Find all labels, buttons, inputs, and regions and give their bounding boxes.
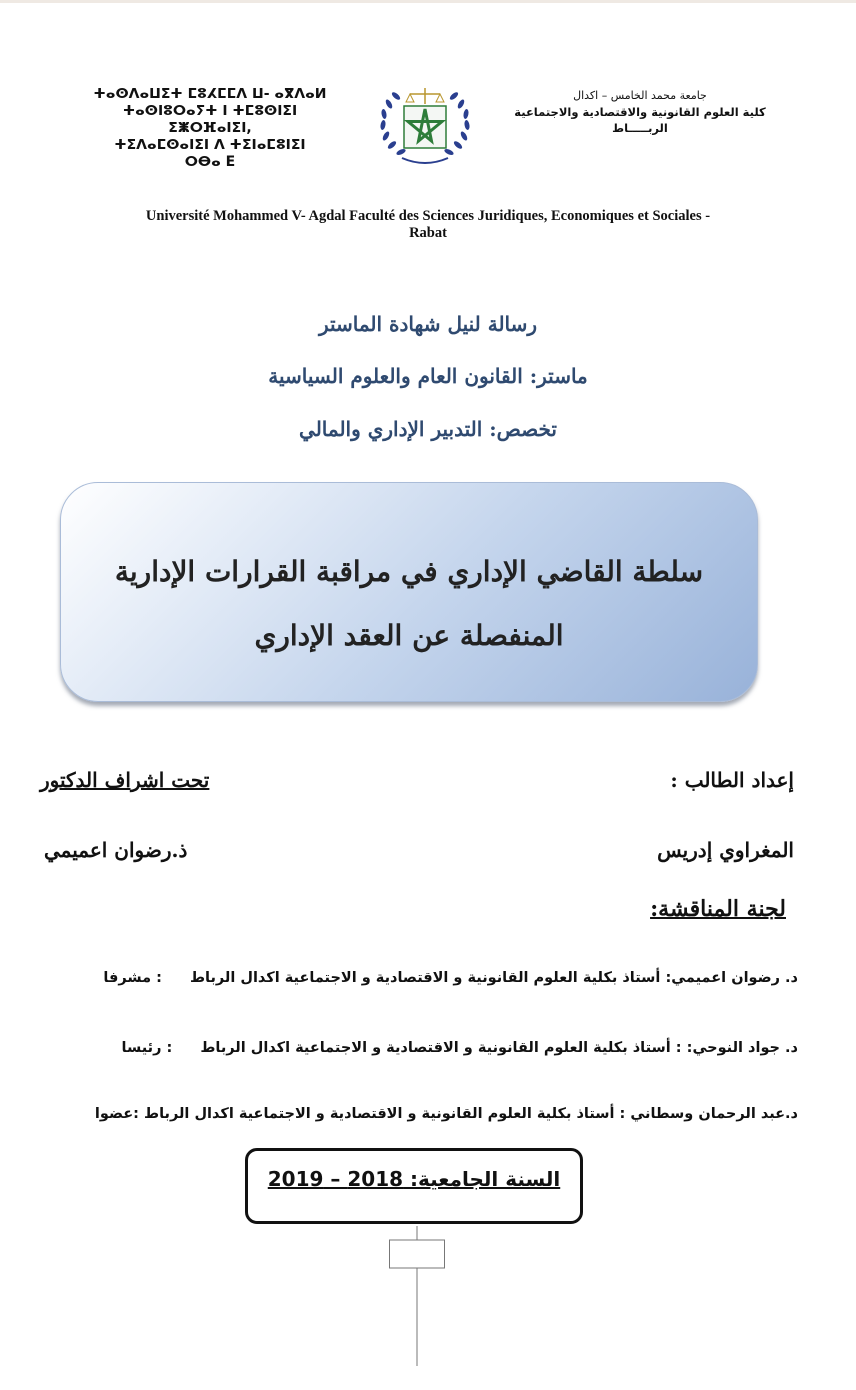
supervisor-name: ذ.رضوان اعميمي (44, 838, 188, 862)
university-emblem-logo (372, 78, 478, 170)
member-name: د.عبد الرحمان وسطاني : أستاذ بكلية العلوم القانونية و الاقتصادية و الاجتماعية اكدال الرباط :عضوا (94, 1106, 798, 1122)
member-name: د. جواد النوحي: : أستاذ بكلية العلوم القانونية و الاقتصادية و الاجتماعية اكدال الرباط (200, 1040, 798, 1056)
french-header-line: Rabat (409, 225, 447, 241)
tifinagh-line: ⵔⴱⴰ E (184, 154, 236, 170)
committee-member (18, 1106, 798, 1122)
university-name-french (40, 208, 816, 242)
specialization: تخصص: التدبير الإداري والمالي (299, 417, 557, 441)
member-role: : رئيسا (121, 1040, 173, 1056)
thesis-degree: رسالة لنيل شهادة الماستر (318, 312, 538, 336)
member-role: : مشرفا (103, 970, 162, 986)
university-name-tifinagh (60, 86, 360, 171)
academic-year-box (245, 1148, 583, 1224)
green-star-icon (404, 106, 446, 148)
committee-member (18, 1040, 798, 1056)
member-name: د. رضوان اعميمي: أستاذ بكلية العلوم القانونية و الاقتصادية و الاجتماعية اكدال الرباط (189, 970, 798, 986)
master-program: ماستر: القانون العام والعلوم السياسية (268, 364, 588, 388)
student-label: إعداد الطالب : (670, 768, 794, 792)
page-top-border (0, 0, 856, 3)
thesis-title-box (60, 482, 758, 702)
thesis-title-line-1: سلطة القاضي الإداري في مراقبة القرارات الإدارية (114, 555, 704, 588)
arabic-header-line: الربـــــاط (612, 121, 668, 135)
arabic-header-line: كلية العلوم القانونية والاقتصادية والاجتماعية (514, 105, 766, 119)
tifinagh-line: ⵜⴰⵙⴷⴰⵡⵉⵜ ⵎⵓⵃⵎⵎⴷ ⵡ- ⴰⴳⴷⴰⵍ (93, 86, 327, 102)
french-header-line: Université Mohammed V- Agdal Faculté des Sciences Juridiques, Economiques et Sociales - (145, 208, 711, 224)
supervision-label: تحت اشراف الدكتور (40, 768, 210, 792)
tifinagh-line: ⵉⵥⵔⴼⴰⵏⵉⵏ, (168, 120, 252, 136)
arabic-header-line: جامعة محمد الخامس – اكدال (573, 89, 707, 102)
tifinagh-line: ⵜⴰⵙⵏⵓⵔⴰⵢⵜ ⵏ ⵜⵎⵓⵙⵏⵉⵏ (122, 103, 298, 119)
scales-of-justice-icon (406, 88, 444, 104)
committee-heading: لجنة المناقشة: (650, 896, 786, 922)
academic-year: السنة الجامعية: 2018 – 2019 (267, 1167, 561, 1191)
page-number-stub (389, 1226, 445, 1366)
committee-member (18, 970, 798, 986)
university-name-arabic (500, 88, 780, 136)
thesis-title-line-2: المنفصلة عن العقد الإداري (254, 619, 564, 652)
tifinagh-line: ⵜⵉⴷⴰⵎⵙⴰⵏⵉⵏ ⴷ ⵜⵉⵏⴰⵎⵓⵏⵉⵏ (114, 137, 306, 153)
student-name: المغراوي إدريس (657, 838, 794, 862)
